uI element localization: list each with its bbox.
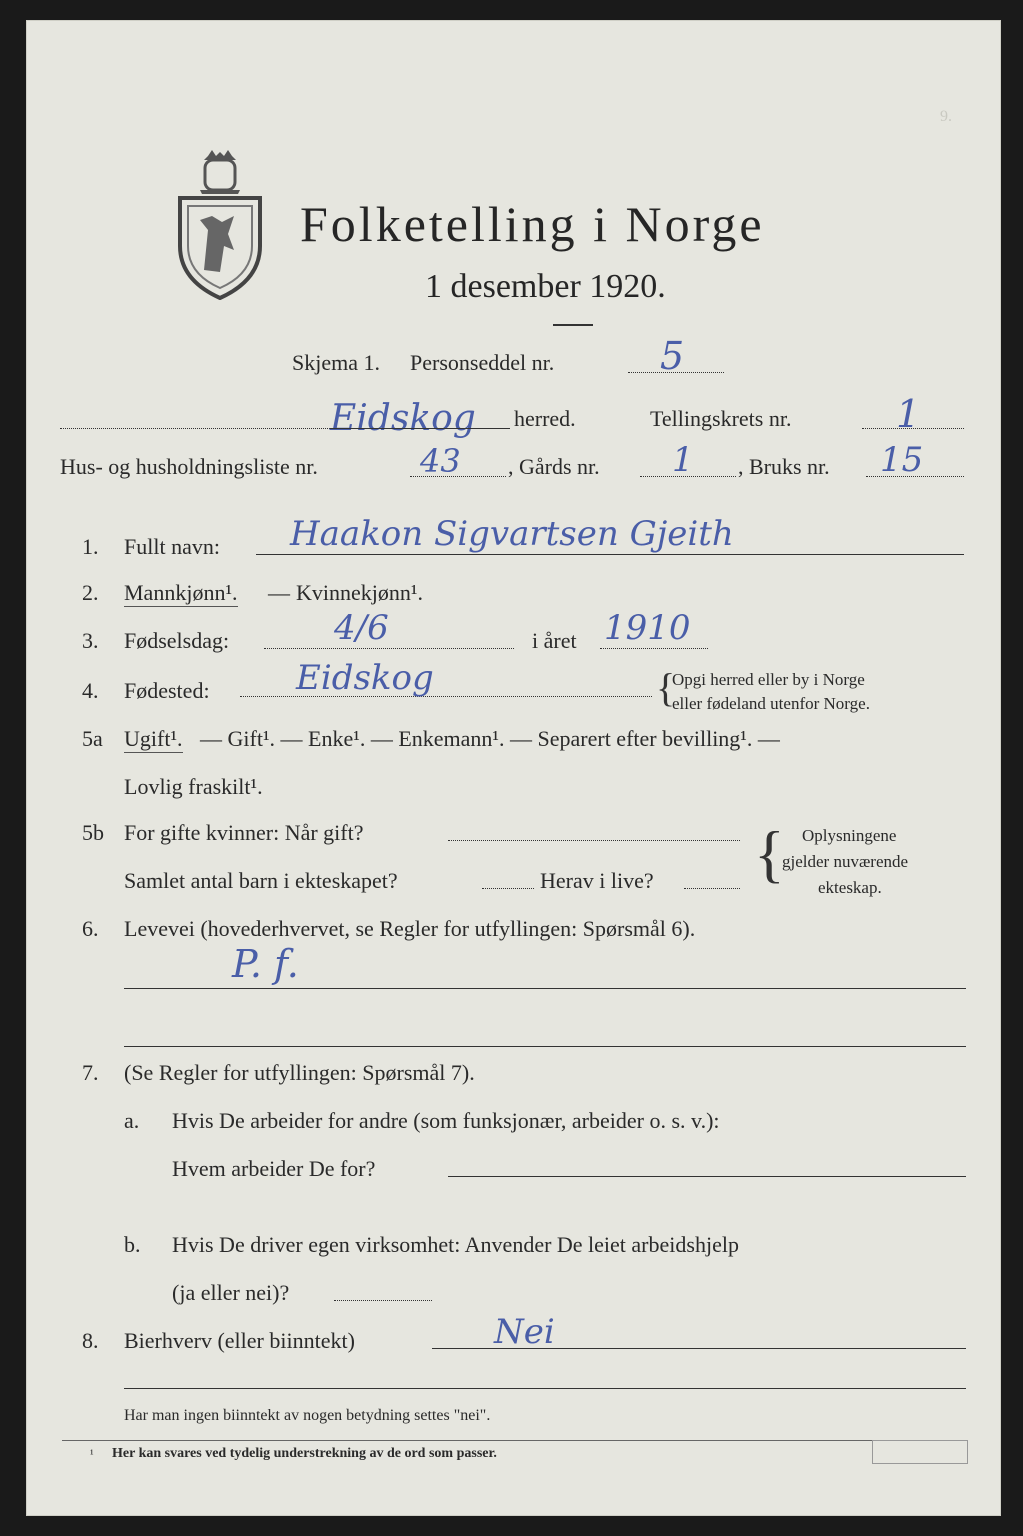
birthplace-label: Fødested: [124, 678, 210, 703]
footnote-divider [62, 1440, 964, 1441]
tellingskrets-value: 1 [896, 392, 921, 436]
birthplace-value: Eidskog [296, 658, 434, 698]
footnote-mark: ¹ [90, 1447, 94, 1461]
marriage-note-3: ekteskap. [818, 878, 882, 897]
married-when-label: For gifte kvinner: Når gift? [124, 820, 364, 845]
marital-options[interactable]: — Gift¹. — Enke¹. — Enkemann¹. — Separert efter bevilling¹. — [200, 726, 780, 751]
personseddel-label: Personseddel nr. [410, 350, 555, 375]
occupation-label: Levevei (hovederhvervet, se Regler for utfyllingen: Spørsmål 6). [124, 916, 696, 941]
side-income-label: Bierhverv (eller biinntekt) [124, 1328, 355, 1353]
herred-dotted-lead [60, 428, 332, 429]
side-income-value: Nei [494, 1312, 555, 1352]
birthyear-label: i året [532, 628, 577, 653]
occupation-value: P. f. [232, 942, 299, 986]
children-total-field[interactable] [482, 888, 534, 889]
q6-number: 6. [82, 916, 99, 941]
bleed-through-text: 9. [940, 108, 952, 125]
q3-number: 3. [82, 628, 99, 653]
personseddel-value: 5 [660, 334, 685, 378]
employment-label: (Se Regler for utfyllingen: Spørsmål 7). [124, 1060, 475, 1085]
q8-number: 8. [82, 1328, 99, 1353]
occupation-field-2[interactable] [124, 1046, 966, 1047]
gender-separator: — [268, 580, 290, 605]
marriage-note-2: gjelder nuværende [782, 852, 909, 871]
side-income-note: Har man ingen biinntekt av nogen betydning settes "nei". [124, 1407, 491, 1424]
herred-value: Eidskog [330, 398, 476, 439]
children-alive-label: Herav i live? [540, 868, 654, 893]
children-total-label: Samlet antal barn i ekteskapet? [124, 868, 398, 893]
hus-value: 43 [420, 442, 461, 480]
birthyear-field[interactable] [600, 648, 708, 649]
employer-field[interactable] [448, 1176, 966, 1177]
bruks-label: , Bruks nr. [738, 454, 830, 479]
footnote-text: Her kan svares ved tydelig understrekning av de ord som passer. [112, 1446, 497, 1461]
birthdate-label: Fødselsdag: [124, 628, 230, 653]
birthplace-brace: { [656, 665, 676, 710]
married-when-field[interactable] [448, 840, 740, 841]
birthyear-value: 1910 [604, 608, 691, 648]
q7b-text: Hvis De driver egen virksomhet: Anvender De leiet arbeidshjelp [172, 1232, 739, 1257]
male-option[interactable]: Mannkjønn¹. [124, 580, 238, 605]
q7a-text: Hvis De arbeider for andre (som funksjonær, arbeider o. s. v.): [172, 1108, 720, 1133]
form-title: Folketelling i Norge [300, 196, 765, 252]
gards-value: 1 [672, 440, 694, 480]
form-date: 1 desember 1920. [425, 268, 666, 305]
q2-number: 2. [82, 580, 99, 605]
q7b-letter: b. [124, 1232, 141, 1257]
birthplace-note-2: eller fødeland utenfor Norge. [672, 694, 870, 713]
full-name-value: Haakon Sigvartsen Gjeith [290, 514, 734, 554]
q4-number: 4. [82, 678, 99, 703]
q1-number: 1. [82, 534, 99, 559]
coat-of-arms-icon [178, 150, 262, 300]
q5a-number: 5a [82, 726, 103, 751]
unmarried-option[interactable]: Ugift¹. [124, 726, 183, 751]
marriage-brace: { [754, 818, 785, 889]
q5b-number: 5b [82, 820, 104, 845]
employer-label: Hvem arbeider De for? [172, 1156, 376, 1181]
herred-field[interactable] [330, 428, 510, 429]
birthdate-value: 4/6 [334, 608, 389, 648]
divorced-option[interactable]: Lovlig fraskilt¹. [124, 774, 263, 799]
title-divider [553, 324, 593, 326]
herred-label: herred. [514, 406, 576, 431]
hus-label: Hus- og husholdningsliste nr. [60, 454, 318, 479]
gards-label: , Gårds nr. [508, 454, 600, 479]
hired-help-label: (ja eller nei)? [172, 1280, 290, 1305]
full-name-field[interactable] [256, 554, 964, 555]
q7a-letter: a. [124, 1108, 140, 1133]
marriage-note-1: Oplysningene [802, 826, 897, 845]
bruks-value: 15 [880, 440, 924, 480]
printer-stamp [872, 1440, 968, 1464]
occupation-field-1[interactable] [124, 988, 966, 989]
full-name-label: Fullt navn: [124, 534, 220, 559]
side-income-field-2[interactable] [124, 1388, 966, 1389]
birthdate-field[interactable] [264, 648, 514, 649]
birthplace-note-1: Opgi herred eller by i Norge [672, 670, 865, 689]
female-option[interactable]: Kvinnekjønn¹. [296, 580, 423, 605]
hired-help-field[interactable] [334, 1300, 432, 1301]
skjema-label: Skjema 1. [292, 350, 380, 375]
tellingskrets-label: Tellingskrets nr. [650, 406, 792, 431]
q7-number: 7. [82, 1060, 99, 1085]
children-alive-field[interactable] [684, 888, 740, 889]
